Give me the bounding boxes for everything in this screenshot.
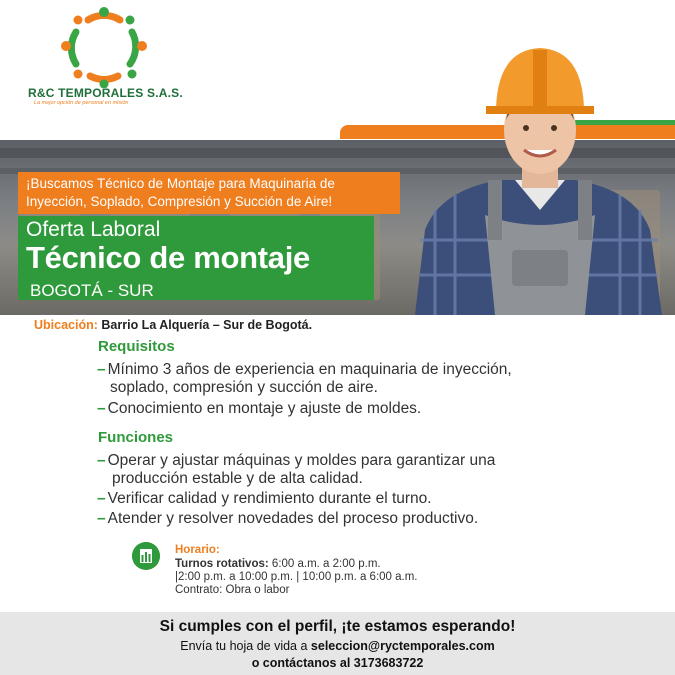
- city-label: BOGOTÁ - SUR: [30, 281, 154, 300]
- footer-headline: Si cumples con el perfil, ¡te estamos esperando!: [159, 618, 516, 635]
- function-item: [97, 451, 495, 470]
- dash-icon: –: [97, 452, 106, 469]
- requirement-item: [97, 399, 421, 418]
- headline-banner: [18, 172, 400, 214]
- footer: [0, 612, 675, 675]
- email-link[interactable]: seleccion@ryctemporales.com: [310, 639, 495, 653]
- requirement-text: Mínimo 3 años de experiencia en maquinaria de inyección,: [107, 361, 512, 378]
- offer-label: Oferta Laboral: [26, 218, 161, 241]
- function-item: [97, 489, 432, 508]
- bar-chart-icon: [132, 542, 160, 570]
- function-text: Atender y resolver novedades del proceso productivo.: [107, 510, 479, 527]
- brand-name: R&C TEMPORALES S.A.S.: [28, 86, 183, 100]
- requirement-text: Conocimiento en montaje y ajuste de moldes.: [107, 400, 422, 417]
- footer-send-cv: [0, 639, 675, 653]
- schedule-title: Horario:: [175, 544, 220, 556]
- shift-1: 6:00 a.m. a 2:00 p.m.: [271, 558, 381, 570]
- function-text: Operar y ajustar máquinas y moldes para garantizar una: [107, 452, 496, 469]
- functions-title: Funciones: [98, 429, 174, 446]
- send-cv-text: Envía tu hoja de vida a: [180, 639, 311, 653]
- people-circle-logo-icon: [58, 6, 150, 88]
- requirement-item: [97, 360, 512, 379]
- brand-tagline: La mejor opción de personal en misión: [34, 100, 129, 106]
- headline-line-2: Inyección, Soplado, Compresión y Succión de Aire!: [26, 194, 333, 209]
- worker-photo: [400, 40, 675, 315]
- shifts-label: Turnos rotativos:: [175, 558, 269, 570]
- location-value: Barrio La Alquería – Sur de Bogotá.: [101, 318, 313, 332]
- schedule-shifts-rest: |2:00 p.m. a 10:00 p.m. | 10:00 p.m. a 6:00 a.m.: [175, 571, 418, 583]
- location-row: [34, 318, 312, 332]
- function-item: [97, 509, 478, 528]
- job-title: Técnico de montaje: [26, 240, 310, 275]
- requirement-text-continued: soplado, compresión y succión de aire.: [110, 379, 378, 396]
- dash-icon: –: [97, 490, 106, 507]
- footer-contact-phone[interactable]: o contáctanos al 3173683722: [251, 656, 424, 670]
- schedule-shifts: [175, 558, 381, 570]
- dash-icon: –: [97, 400, 106, 417]
- dash-icon: –: [97, 361, 106, 378]
- function-text: Verificar calidad y rendimiento durante el turno.: [107, 490, 432, 507]
- dash-icon: –: [97, 510, 106, 527]
- function-text-continued: producción estable y de alta calidad.: [112, 470, 363, 487]
- location-label: Ubicación:: [34, 318, 98, 332]
- contract-type: Contrato: Obra o labor: [175, 584, 290, 596]
- requirements-title: Requisitos: [98, 338, 175, 355]
- headline-line-1: ¡Buscamos Técnico de Montaje para Maquinaria de: [26, 176, 335, 191]
- offer-banner: [18, 216, 374, 300]
